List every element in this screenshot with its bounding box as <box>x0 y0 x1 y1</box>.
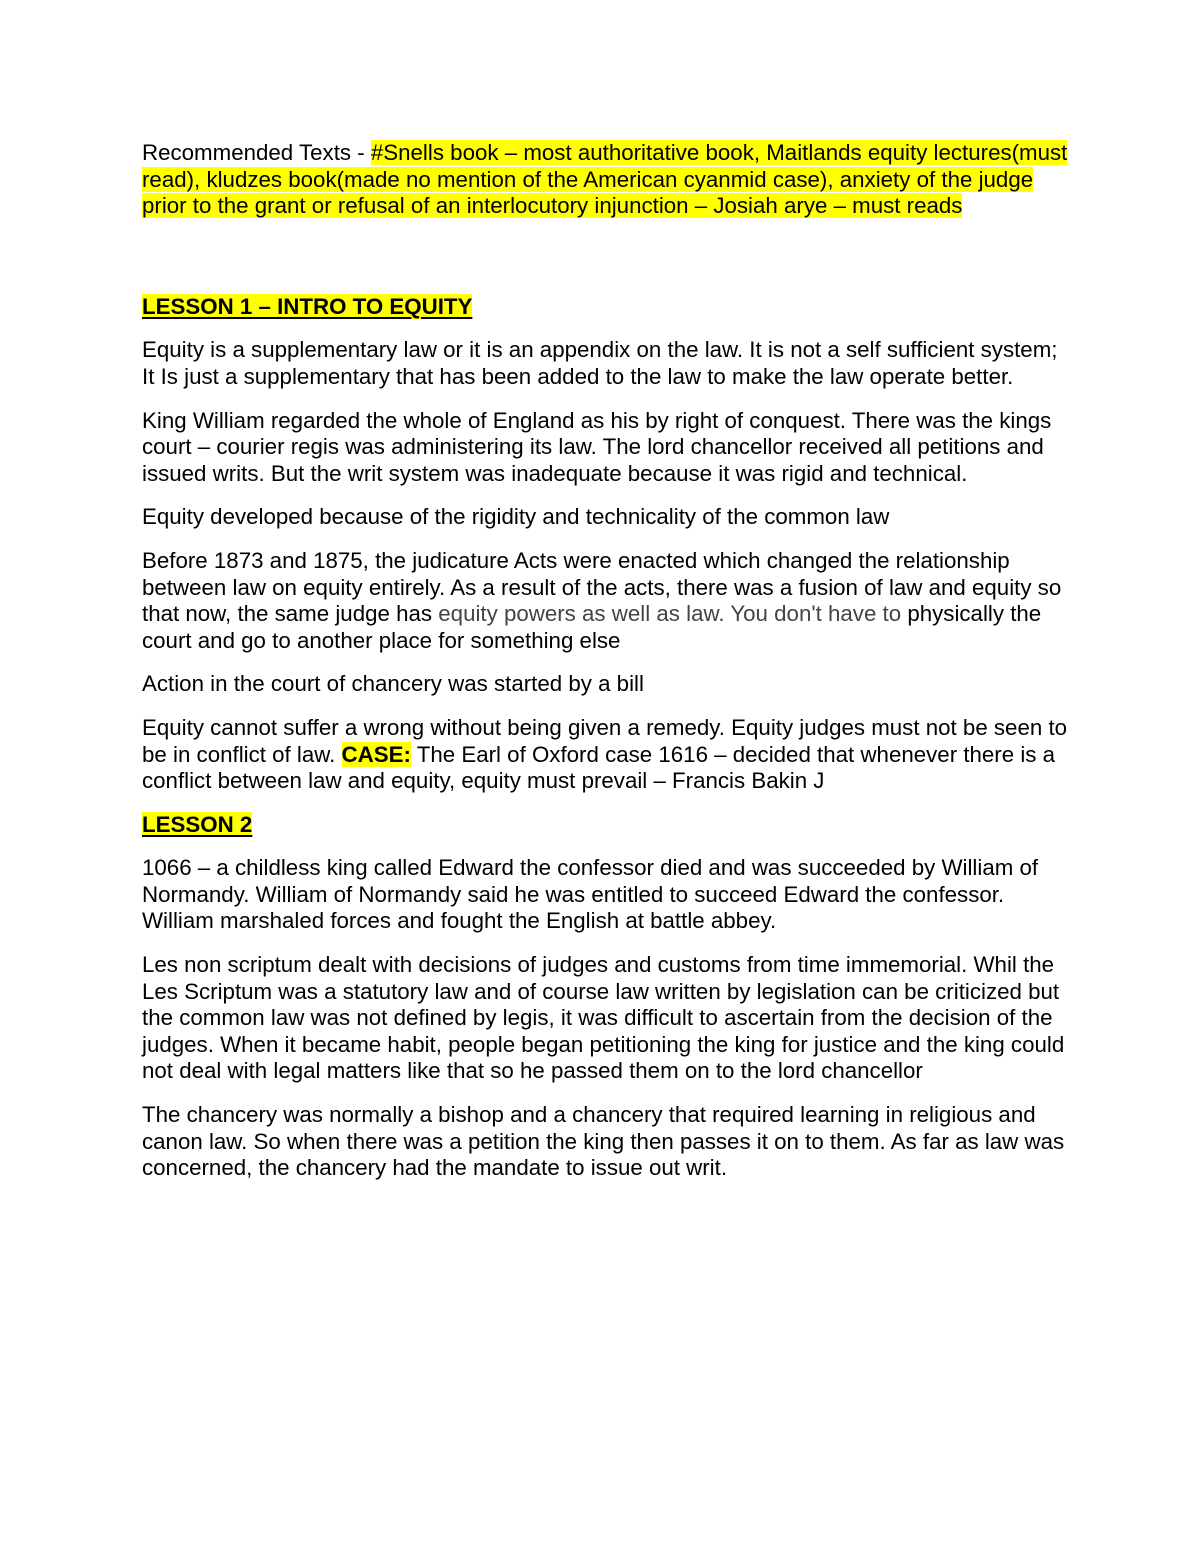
lesson-2-heading-text: LESSON 2 <box>142 811 253 837</box>
lesson-1-paragraph-1: Equity is a supplementary law or it is an appendix on the law. It is not a self sufficient system; It Is just a supplementary that has been added to the law to make the law operate better. <box>142 337 1058 389</box>
lesson-1-paragraph-4-part-2: equity powers as well as law. You don't have to <box>438 601 902 627</box>
lesson-1-paragraph-3: Equity developed because of the rigidity and technicality of the common law <box>142 504 890 530</box>
recommended-texts-paragraph <box>142 140 1072 220</box>
lesson-1-paragraph-5: Action in the court of chancery was started by a bill <box>142 671 644 697</box>
recommended-texts-label: Recommended Texts - <box>142 140 371 165</box>
lesson-1-paragraph-6 <box>142 715 1072 795</box>
lesson-1-paragraph-6-before: Equity cannot suffer a wrong without being given a remedy. Equity judges must not be seen to be in conflict of law. <box>142 714 1068 767</box>
lesson-2-heading <box>142 812 1072 839</box>
case-label: CASE: <box>341 741 411 767</box>
lesson-1-paragraph-2: King William regarded the whole of England as his by right of conquest. There was the kings court – courier regis was administering its law. The lord chancellor received all petitions and issued writs. But the writ system was inadequate because it was rigid and technical. <box>142 407 1052 486</box>
lesson-1-heading-text: LESSON 1 – INTRO TO EQUITY <box>142 293 473 319</box>
recommended-texts-highlight: #Snells book – most authoritative book, Maitlands equity lectures(must read), kludzes book(made no mention of the American cyanmid case), anxiety of the judge prior to the grant or refusal of an interlocutory injunction – Josiah arye – must reads <box>142 140 1068 219</box>
lesson-1-paragraph-4-part-3: physically the court and go to another place for something else <box>142 601 1042 653</box>
document-body <box>142 140 1072 1199</box>
lesson-2-paragraph-2: Les non scriptum dealt with decisions of judges and customs from time immemorial. Whil the Les Scriptum was a statutory law and of course law written by legislation can be criticized but the common law was not defined by legis, it was difficult to ascertain from the decision of the judges. When it became habit, people began petitioning the king for justice and the king could not deal with legal matters like that so he passed them on to the lord chancellor <box>142 952 1065 1084</box>
lesson-1-heading <box>142 294 1072 321</box>
lesson-2-paragraph-1: 1066 – a childless king called Edward the confessor died and was succeeded by William of Normandy. William of Normandy said he was entitled to succeed Edward the confessor. William marshaled forces and fought the English at battle abbey. <box>142 855 1039 934</box>
lesson-1-paragraph-4 <box>142 548 1072 654</box>
lesson-1-paragraph-4-part-1: Before 1873 and 1875, the judicature Acts were enacted which changed the relationship between law on equity entirely. As a result of the acts, there was a fusion of law and equity so that now, the same judge has <box>142 547 1062 627</box>
lesson-2-paragraph-3: The chancery was normally a bishop and a chancery that required learning in religious and canon law. So when there was a petition the king then passes it on to them. As far as law was concerned, the chancery had the mandate to issue out writ. <box>142 1102 1065 1181</box>
lesson-1-paragraph-6-after: The Earl of Oxford case 1616 – decided that whenever there is a conflict between law and equity, equity must prevail – Francis Bakin J <box>142 741 1056 794</box>
